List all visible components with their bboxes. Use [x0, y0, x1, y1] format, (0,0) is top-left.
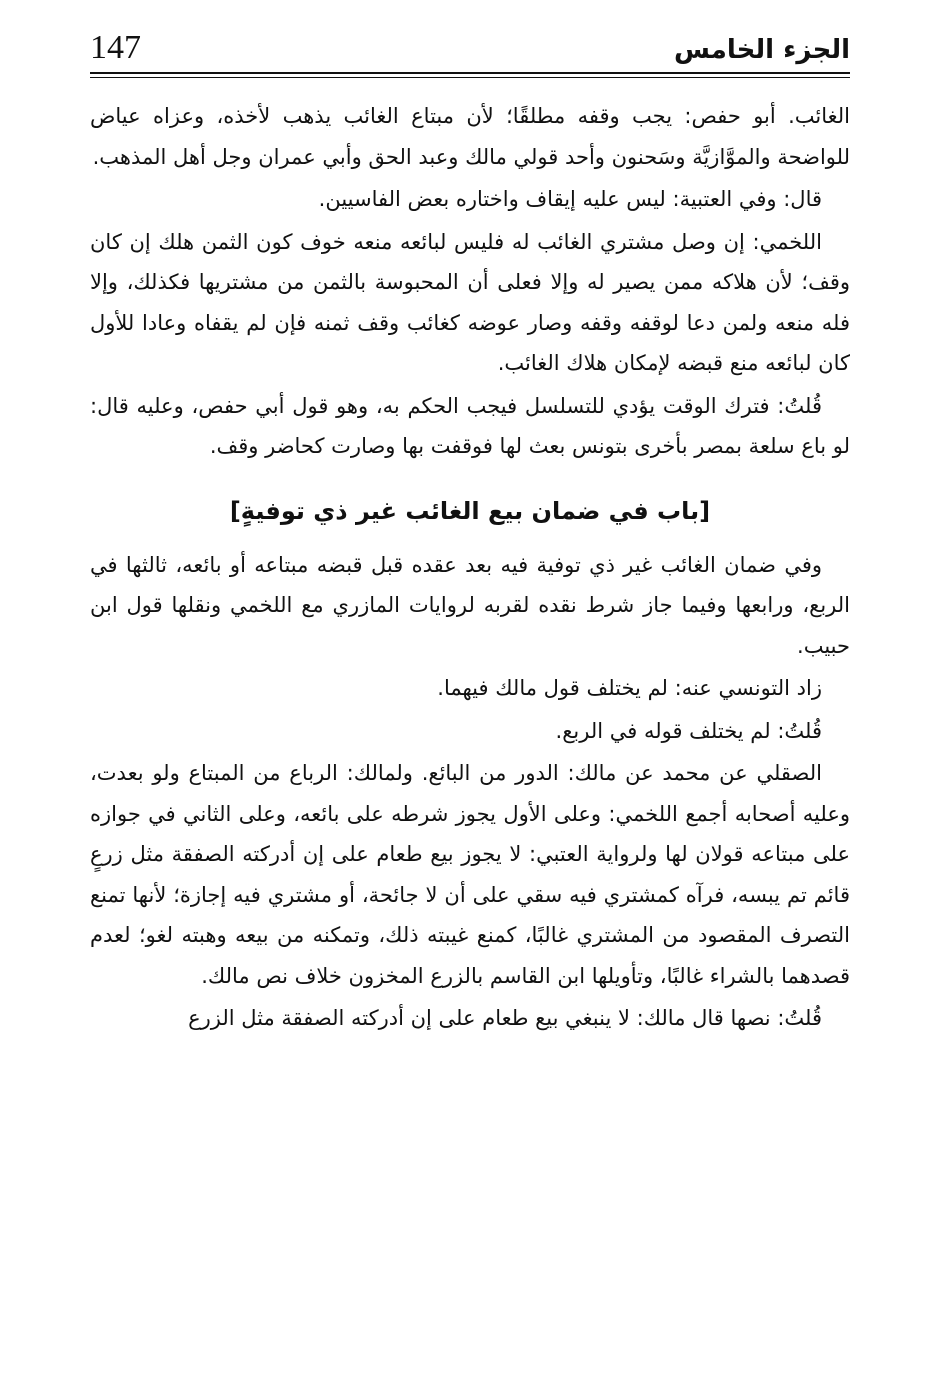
paragraph: الصقلي عن محمد عن مالك: الدور من البائع. ولمالك: الرباع من المبتاع ولو بعدت، وعليه أصحابه أجمع اللخمي: وعلى الأول يجوز شرطه على بائعه، وعلى الثاني في جوازه على مبتاعه قولان لها ولرواية العتبي: لا يجوز بيع طعام على إن أدركته الصفقة مثل زرعٍ قائم تم يبسه، فرآه كمشتري فيه سقي على أن لا جائحة، أو مشتري فيه إجازة؛ لأنها تمنع التصرف المقصود من المشتري غالبًا، كمنع غيبته ذلك، وتمكنه من بيعه وهبته لغو؛ لعدم قصدهما بالشراء غالبًا، وتأويلها ابن القاسم بالزرع المخزون خلاف نص مالك.: [90, 761, 850, 988]
paragraph: الغائب. أبو حفص: يجب وقفه مطلقًا؛ لأن مبتاع الغائب يذهب لأخذه، وعزاه عياض للواضحة والموَّازيَّة وسَحنون وأحد قولي مالك وعبد الحق وأبي عمران وجل أهل المذهب.: [90, 104, 850, 169]
paragraph: قُلتُ: لم يختلف قوله في الربع.: [555, 718, 822, 743]
header-rule: [90, 72, 850, 78]
page-body: [90, 96, 850, 1039]
paragraph: قُلتُ: نصها قال مالك: لا ينبغي بيع طعام على إن أدركته الصفقة مثل الزرع: [188, 1006, 822, 1030]
page-number: 147: [90, 29, 141, 66]
running-title: الجزء الخامس: [674, 35, 850, 65]
paragraph: قال: وفي العتبية: ليس عليه إيقاف واختاره بعض الفاسيين.: [318, 187, 822, 211]
paragraph: اللخمي: إن وصل مشتري الغائب له فليس لبائعه منعه خوف كون الثمن هلك إن كان وقف؛ لأن هلاكه ممن يصير له وإلا فعلى أن المحبوسة بالثمن من مشتريها فكذلك، وإلا فله منعه ولمن دعا لوقفه وقفه وصار عوضه كغائب وقف ثمنه فإن لم يقفاه وعادا للأول كان لبائعه منع قبضه لإمكان هلاك الغائب.: [90, 229, 850, 375]
paragraph: وفي ضمان الغائب غير ذي توفية فيه بعد عقده قبل قبضه مبتاعه أو بائعه، ثالثها في الربع، ورابعها وفيما جاز شرط نقده لقربه لروايات المازري مع اللخمي ونقلها قول ابن حبيب.: [90, 552, 850, 658]
paragraph: قُلتُ: فترك الوقت يؤدي للتسلسل فيجب الحكم به، وهو قول أبي حفص، وعليه قال: لو باع سلعة بمصر بأخرى بتونس بعث لها فوقفت بها وصارت كحاضر وقف.: [90, 393, 850, 458]
section-heading: [باب في ضمان بيع الغائب غير ذي توفيةٍ]: [229, 496, 711, 525]
paragraph: زاد التونسي عنه: لم يختلف قول مالك فيهما.: [437, 676, 822, 700]
page-header: [90, 28, 850, 84]
